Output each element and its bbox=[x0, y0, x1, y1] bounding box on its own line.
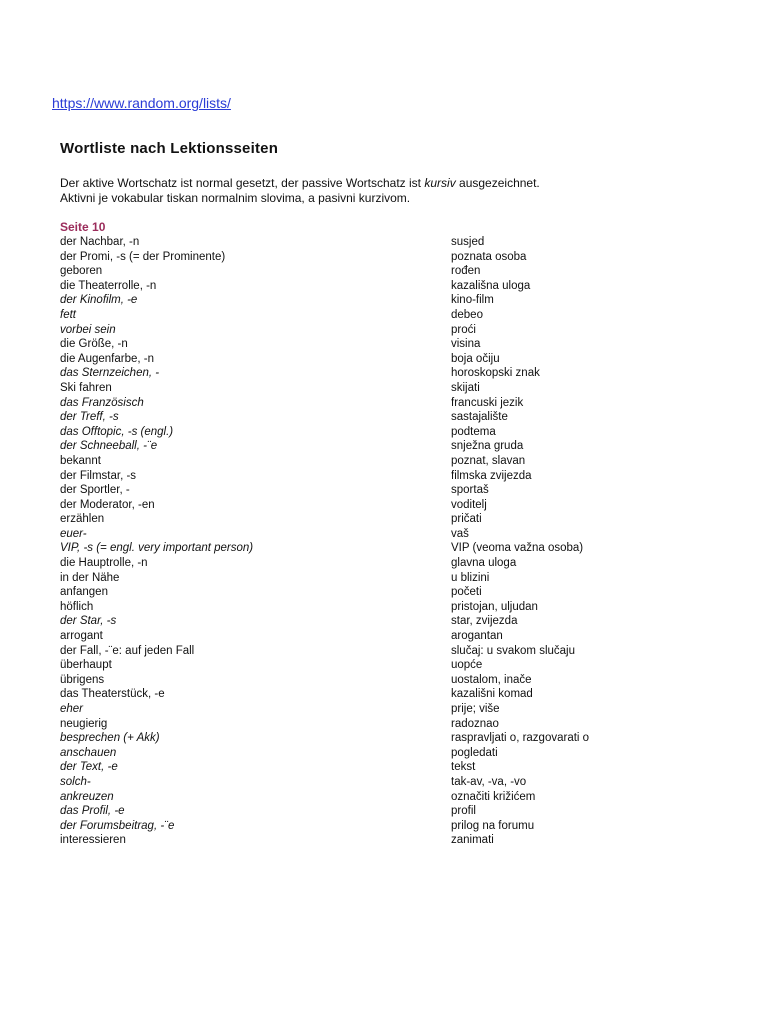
croatian-translation: poznat, slavan bbox=[451, 454, 526, 467]
german-term: das Sternzeichen, - bbox=[60, 367, 160, 380]
german-term: der Promi, -s (= der Prominente) bbox=[60, 250, 226, 263]
vocab-row bbox=[60, 279, 620, 294]
german-term: Ski fahren bbox=[60, 381, 112, 394]
croatian-translation: arogantan bbox=[451, 630, 503, 643]
german-term: der Nachbar, -n bbox=[60, 236, 140, 248]
croatian-translation: poznata osoba bbox=[451, 250, 527, 263]
german-term: der Schneeball, -¨e bbox=[60, 440, 158, 453]
vocab-row bbox=[60, 541, 620, 556]
german-term: bekannt bbox=[60, 454, 101, 467]
croatian-translation: pričati bbox=[451, 513, 482, 526]
german-term: der Treff, -s bbox=[60, 411, 119, 424]
croatian-translation: glavna uloga bbox=[451, 557, 517, 570]
intro-italic-word: kursiv bbox=[424, 176, 456, 190]
vocab-row bbox=[60, 687, 620, 702]
croatian-translation: sastajalište bbox=[451, 411, 508, 424]
german-term: ankreuzen bbox=[60, 790, 114, 803]
croatian-translation: snježna gruda bbox=[451, 440, 524, 453]
vocab-row bbox=[60, 673, 620, 688]
croatian-translation: slučaj: u svakom slučaju bbox=[451, 644, 575, 657]
croatian-translation: kazališna uloga bbox=[451, 279, 531, 292]
croatian-translation: visina bbox=[451, 338, 481, 351]
vocab-row bbox=[60, 760, 620, 775]
german-term: übrigens bbox=[60, 673, 105, 686]
german-term: der Moderator, -en bbox=[60, 498, 155, 511]
german-term: anfangen bbox=[60, 586, 108, 599]
croatian-translation: voditelj bbox=[451, 498, 487, 511]
vocab-row bbox=[60, 790, 620, 805]
croatian-translation: uopće bbox=[451, 659, 483, 672]
vocab-row bbox=[60, 512, 620, 527]
vocab-row bbox=[60, 702, 620, 717]
croatian-translation: uostalom, inače bbox=[451, 673, 532, 686]
vocab-row bbox=[60, 235, 620, 250]
croatian-translation: kazališni komad bbox=[451, 688, 533, 701]
croatian-translation: boja očiju bbox=[451, 352, 500, 365]
german-term: solch- bbox=[60, 775, 91, 788]
croatian-translation: star, zvijezda bbox=[451, 615, 518, 628]
croatian-translation: susjed bbox=[451, 236, 485, 248]
vocab-row bbox=[60, 731, 620, 746]
german-term: besprechen (+ Akk) bbox=[60, 732, 160, 745]
croatian-translation: podtema bbox=[451, 425, 496, 438]
croatian-translation: skijati bbox=[451, 381, 480, 394]
vocab-row bbox=[60, 746, 620, 761]
german-term: euer- bbox=[60, 527, 87, 540]
croatian-translation: označiti križićem bbox=[451, 790, 536, 803]
croatian-translation: zanimati bbox=[451, 834, 494, 847]
vocab-row bbox=[60, 308, 620, 323]
page-title: Wortliste nach Lektionsseiten bbox=[60, 140, 279, 157]
vocab-row bbox=[60, 264, 620, 279]
vocab-row bbox=[60, 527, 620, 542]
vocab-row bbox=[60, 293, 620, 308]
section-heading: Seite 10 bbox=[60, 220, 106, 234]
german-term: der Filmstar, -s bbox=[60, 469, 137, 482]
vocab-row bbox=[60, 498, 620, 513]
vocab-row bbox=[60, 585, 620, 600]
german-term: arrogant bbox=[60, 630, 103, 643]
vocab-row bbox=[60, 483, 620, 498]
vocab-row bbox=[60, 396, 620, 411]
vocab-row bbox=[60, 352, 620, 367]
croatian-translation: u blizini bbox=[451, 571, 490, 584]
vocab-row bbox=[60, 323, 620, 338]
croatian-translation: debeo bbox=[451, 308, 483, 321]
vocab-row bbox=[60, 571, 620, 586]
german-term: der Forumsbeitrag, -¨e bbox=[60, 819, 175, 832]
croatian-translation: filmska zvijezda bbox=[451, 469, 532, 482]
german-term: fett bbox=[60, 308, 76, 321]
german-term: vorbei sein bbox=[60, 323, 116, 336]
german-term: geboren bbox=[60, 265, 103, 278]
croatian-translation: tekst bbox=[451, 761, 476, 774]
german-term: interessieren bbox=[60, 834, 126, 847]
german-term: der Text, -e bbox=[60, 761, 118, 774]
vocab-row bbox=[60, 614, 620, 629]
vocab-row bbox=[60, 439, 620, 454]
croatian-translation: tak-av, -va, -vo bbox=[451, 775, 527, 788]
german-term: der Kinofilm, -e bbox=[60, 294, 138, 307]
german-term: der Star, -s bbox=[60, 615, 117, 628]
vocab-row bbox=[60, 717, 620, 732]
intro-line-german-end: ausgezeichnet. bbox=[455, 176, 540, 190]
vocab-row bbox=[60, 381, 620, 396]
german-term: das Profil, -e bbox=[60, 805, 125, 818]
german-term: erzählen bbox=[60, 513, 105, 526]
vocab-row bbox=[60, 425, 620, 440]
croatian-translation: prilog na forumu bbox=[451, 819, 535, 832]
vocab-row bbox=[60, 644, 620, 659]
vocab-row bbox=[60, 775, 620, 790]
vocab-row bbox=[60, 804, 620, 819]
german-term: der Fall, -¨e: auf jeden Fall bbox=[60, 644, 195, 657]
german-term: anschauen bbox=[60, 746, 117, 759]
croatian-translation: početi bbox=[451, 586, 482, 599]
german-term: die Hauptrolle, -n bbox=[60, 557, 148, 570]
vocab-row bbox=[60, 366, 620, 381]
croatian-translation: vaš bbox=[451, 527, 469, 540]
german-term: in der Nähe bbox=[60, 571, 120, 584]
vocab-row bbox=[60, 658, 620, 673]
croatian-translation: pristojan, uljudan bbox=[451, 600, 538, 613]
croatian-translation: radoznao bbox=[451, 717, 499, 730]
vocab-row bbox=[60, 819, 620, 834]
vocab-row bbox=[60, 337, 620, 352]
croatian-translation: prije; više bbox=[451, 703, 500, 715]
vocab-row bbox=[60, 556, 620, 571]
vocab-row bbox=[60, 600, 620, 615]
german-term: der Sportler, - bbox=[60, 484, 130, 497]
german-term: die Theaterrolle, -n bbox=[60, 279, 157, 292]
german-term: die Größe, -n bbox=[60, 338, 128, 351]
source-link[interactable]: https://www.random.org/lists/ bbox=[52, 95, 231, 111]
vocabulary-list bbox=[60, 235, 620, 848]
german-term: das Französisch bbox=[60, 396, 144, 409]
croatian-translation: sportaš bbox=[451, 484, 489, 497]
vocab-row bbox=[60, 250, 620, 265]
german-term: das Offtopic, -s (engl.) bbox=[60, 425, 174, 438]
german-term: die Augenfarbe, -n bbox=[60, 352, 154, 365]
german-term: überhaupt bbox=[60, 659, 112, 672]
german-term: das Theaterstück, -e bbox=[60, 688, 165, 701]
vocab-row bbox=[60, 469, 620, 484]
croatian-translation: VIP (veoma važna osoba) bbox=[451, 542, 584, 555]
croatian-translation: horoskopski znak bbox=[451, 367, 540, 380]
croatian-translation: kino-film bbox=[451, 294, 494, 307]
intro-line-croatian: Aktivni je vokabular tiskan normalnim slovima, a pasivni kurzivom. bbox=[60, 191, 411, 205]
intro-text bbox=[60, 176, 540, 206]
german-term: neugierig bbox=[60, 717, 108, 730]
vocab-row bbox=[60, 454, 620, 469]
vocab-row bbox=[60, 833, 620, 848]
croatian-translation: francuski jezik bbox=[451, 396, 524, 409]
german-term: eher bbox=[60, 703, 84, 715]
intro-line-german-start: Der aktive Wortschatz ist normal gesetzt, der passive Wortschatz ist bbox=[60, 176, 425, 190]
german-term: VIP, -s (= engl. very important person) bbox=[60, 542, 254, 555]
croatian-translation: rođen bbox=[451, 265, 481, 278]
croatian-translation: proći bbox=[451, 323, 476, 336]
intro-line-german bbox=[60, 176, 540, 191]
vocab-row bbox=[60, 410, 620, 425]
croatian-translation: pogledati bbox=[451, 746, 498, 759]
croatian-translation: raspravljati o, razgovarati o bbox=[451, 732, 590, 745]
croatian-translation: profil bbox=[451, 805, 476, 818]
vocab-row bbox=[60, 629, 620, 644]
german-term: höflich bbox=[60, 600, 94, 613]
